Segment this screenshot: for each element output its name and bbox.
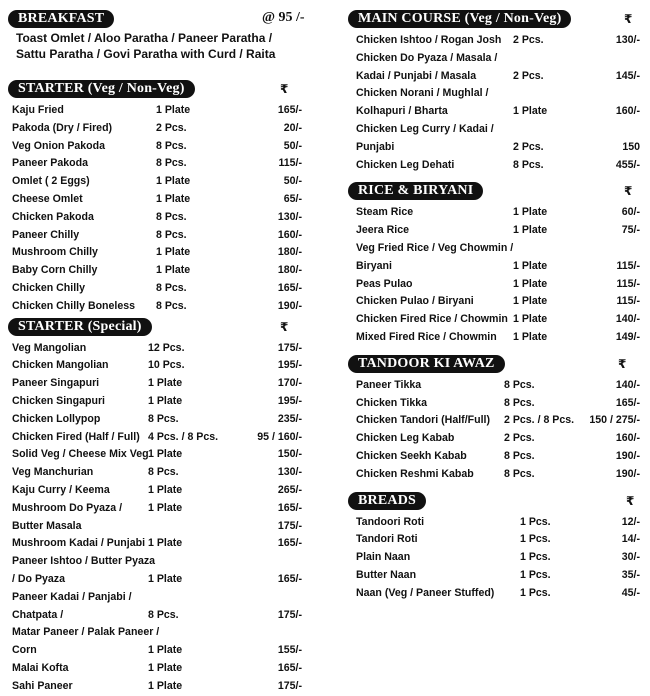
menu-item-qty: 1 Pcs. (520, 568, 551, 581)
menu-item-name: Butter Naan (356, 568, 417, 581)
menu-item-qty: 2 Pcs. (156, 121, 187, 134)
menu-item-row (348, 293, 646, 311)
menu-item-row (8, 553, 308, 571)
starter-title: STARTER (Veg / Non-Veg) (8, 80, 195, 98)
menu-item-price: 190/- (615, 449, 640, 462)
menu-item-row (348, 276, 646, 294)
breads-title: BREADS (348, 492, 426, 510)
menu-item-name: Kaju Fried (12, 104, 64, 116)
menu-item-name: Tandori Roti (356, 533, 418, 546)
tandoor-title: TANDOOR KI AWAZ (348, 355, 505, 373)
rupee-icon: ₹ (618, 356, 627, 371)
menu-item-row (348, 258, 646, 276)
menu-item-name: Butter Masala (12, 519, 82, 532)
menu-item-price: 150 / 275/- (589, 414, 640, 427)
menu-item-row (8, 642, 308, 660)
menu-item-qty: 1 Pcs. (520, 586, 551, 599)
menu-item-name: Chicken Pakoda (12, 210, 94, 223)
menu-item-price: 145/- (615, 69, 640, 82)
rice-title: RICE & BIRYANI (348, 182, 483, 200)
menu-item-price: 12/- (621, 515, 640, 528)
menu-item-price: 175/- (277, 608, 302, 621)
menu-item-row (8, 678, 308, 696)
menu-item-qty: 8 Pcs. (156, 281, 187, 294)
menu-item-row (8, 518, 308, 536)
rupee-icon: ₹ (626, 493, 635, 508)
menu-item-qty: 8 Pcs. (148, 412, 179, 425)
menu-item-row (8, 375, 308, 393)
menu-item-price: 130/- (277, 210, 302, 223)
menu-item-row (348, 311, 646, 329)
rice-list (348, 204, 646, 346)
right-column (348, 0, 646, 603)
menu-item-qty: 1 Plate (513, 206, 548, 219)
menu-item-name: Paneer Kadai / Panjabi / (12, 590, 132, 603)
menu-item-name: Chicken Chilly Boneless (12, 299, 136, 312)
left-column (8, 0, 308, 696)
menu-item-price: 170/- (277, 377, 302, 390)
breakfast-line-2: Sattu Paratha / Govi Paratha with Curd / Raita (16, 47, 276, 61)
menu-item-price: 115/- (278, 157, 302, 170)
menu-item-qty: 1 Plate (513, 313, 548, 326)
menu-item-qty: 2 Pcs. (513, 69, 544, 82)
menu-item-qty: 2 Pcs. (513, 140, 544, 153)
menu-item-row (348, 222, 646, 240)
menu-item-qty: 8 Pcs. (156, 228, 187, 241)
menu-item-name: Chicken Do Pyaza / Masala / (356, 51, 498, 64)
menu-item-row (8, 244, 308, 262)
menu-item-price: 455/- (615, 158, 640, 171)
menu-item-name: Chicken Pulao / Biryani (356, 295, 474, 308)
breads-list (348, 514, 646, 603)
starter-section (8, 80, 308, 316)
menu-item-row (348, 430, 646, 448)
menu-item-name: Pakoda (Dry / Fired) (12, 121, 113, 134)
menu-item-qty: 1 Plate (513, 295, 548, 308)
menu-item-price: 190/- (277, 299, 302, 312)
menu-item-price: 195/- (277, 359, 302, 372)
menu-item-qty: 8 Pcs. (504, 449, 535, 462)
menu-item-row (8, 429, 308, 447)
menu-item-row (348, 204, 646, 222)
menu-item-row (348, 139, 646, 157)
menu-item-row (348, 103, 646, 121)
menu-item-price: 165/- (277, 501, 302, 514)
menu-item-qty: 1 Plate (148, 679, 183, 692)
menu-item-row (8, 102, 308, 120)
menu-item-price: 150 (622, 140, 640, 153)
menu-item-name: Malai Kofta (12, 661, 69, 674)
menu-item-row (8, 262, 308, 280)
menu-item-qty: 8 Pcs. (156, 299, 187, 312)
rupee-icon: ₹ (280, 319, 289, 334)
menu-item-price: 60/- (621, 206, 640, 219)
menu-item-price: 180/- (277, 264, 302, 277)
menu-item-name: Veg Onion Pakoda (12, 139, 106, 152)
menu-item-row (348, 395, 646, 413)
menu-item-row (348, 585, 646, 603)
menu-item-name: Chicken Lollypop (12, 412, 101, 425)
menu-item-name: Solid Veg / Cheese Mix Veg (12, 448, 149, 461)
menu-item-qty: 8 Pcs. (156, 139, 187, 152)
menu-item-row (348, 50, 646, 68)
menu-item-price: 95 / 160/- (257, 430, 302, 443)
menu-item-qty: 1 Plate (148, 661, 183, 674)
menu-item-price: 65/- (283, 192, 302, 205)
menu-item-price: 190/- (615, 467, 640, 480)
menu-item-row (8, 227, 308, 245)
menu-item-price: 175/- (277, 519, 302, 532)
menu-item-price: 165/- (277, 537, 302, 550)
menu-item-row (348, 514, 646, 532)
menu-item-price: 140/- (615, 378, 640, 391)
menu-item-name: Matar Paneer / Palak Paneer / (12, 626, 160, 639)
menu-item-name: Paneer Pakoda (12, 157, 88, 170)
menu-item-qty: 1 Plate (148, 572, 183, 585)
menu-item-qty: 1 Plate (148, 501, 183, 514)
menu-item-name: Chatpata / (12, 608, 64, 621)
menu-item-qty: 1 Plate (156, 246, 191, 259)
menu-item-name: Chicken Tikka (356, 396, 428, 409)
menu-item-name: Veg Fried Rice / Veg Chowmin / (356, 241, 514, 254)
menu-item-qty: 8 Pcs. (504, 378, 535, 391)
menu-item-price: 160/- (615, 432, 640, 445)
menu-item-row (8, 209, 308, 227)
menu-item-price: 35/- (621, 568, 640, 581)
menu-item-name: Corn (12, 644, 37, 657)
menu-item-price: 115/- (616, 277, 640, 290)
menu-item-qty: 1 Pcs. (520, 551, 551, 564)
breakfast-section (8, 0, 308, 66)
menu-item-row (8, 138, 308, 156)
menu-item-name: Chicken Singapuri (12, 394, 106, 407)
menu-item-name: Paneer Chilly (12, 228, 80, 241)
menu-item-qty: 1 Plate (513, 277, 548, 290)
menu-item-row (8, 191, 308, 209)
menu-item-row (8, 660, 308, 678)
menu-item-row (8, 411, 308, 429)
menu-item-name: Plain Naan (356, 551, 411, 564)
menu-item-name: Steam Rice (356, 206, 414, 219)
menu-item-name: Paneer Tikka (356, 378, 422, 391)
menu-item-row (8, 500, 308, 518)
starter-special-list (8, 340, 308, 696)
menu-item-name: Kaju Curry / Keema (12, 483, 110, 496)
menu-item-name: Sahi Paneer (12, 679, 73, 692)
menu-item-row (8, 535, 308, 553)
menu-item-name: Paneer Ishtoo / Butter Pyaza (12, 555, 156, 568)
menu-item-row (8, 298, 308, 316)
menu-item-qty: 1 Plate (148, 377, 183, 390)
menu-item-name: Mushroom Chilly (12, 246, 98, 259)
menu-item-row (8, 571, 308, 589)
menu-item-qty: 1 Plate (148, 644, 183, 657)
menu-item-price: 130/- (277, 466, 302, 479)
menu-item-row (348, 567, 646, 585)
menu-item-qty: 4 Pcs. / 8 Pcs. (148, 430, 219, 443)
menu-item-name: Mixed Fired Rice / Chowmin (356, 330, 497, 343)
tandoor-section (348, 355, 646, 484)
menu-item-qty: 2 Pcs. / 8 Pcs. (504, 414, 575, 427)
menu-item-qty: 8 Pcs. (156, 210, 187, 223)
menu-item-row (348, 240, 646, 258)
menu-item-name: Veg Mangolian (12, 341, 87, 354)
rice-section (348, 182, 646, 346)
main-course-section (348, 0, 646, 174)
menu-item-qty: 8 Pcs. (504, 396, 535, 409)
menu-item-price: 150/- (277, 448, 302, 461)
menu-item-price: 75/- (621, 224, 640, 237)
menu-item-price: 165/- (277, 661, 302, 674)
menu-item-row (8, 393, 308, 411)
menu-item-price: 165/- (277, 104, 302, 116)
menu-item-price: 235/- (277, 412, 302, 425)
menu-item-row (348, 412, 646, 430)
menu-item-qty: 1 Plate (148, 448, 183, 461)
menu-item-qty: 1 Pcs. (520, 533, 551, 546)
main-course-list (348, 32, 646, 174)
menu-item-qty: 1 Plate (148, 537, 183, 550)
main-course-title: MAIN COURSE (Veg / Non-Veg) (348, 10, 571, 28)
menu-item-price: 175/- (277, 679, 302, 692)
menu-item-qty: 1 Plate (156, 104, 191, 116)
menu-item-qty: 1 Plate (513, 224, 548, 237)
menu-item-row (8, 357, 308, 375)
menu-item-name: Kadai / Punjabi / Masala (356, 69, 477, 82)
menu-item-qty: 1 Plate (513, 330, 548, 343)
menu-item-name: Chicken Norani / Mughlal / (356, 87, 489, 100)
menu-item-name: Chicken Mangolian (12, 359, 109, 372)
menu-item-row (348, 448, 646, 466)
menu-item-name: Jeera Rice (356, 224, 410, 237)
breakfast-price: @ 95 /- (262, 10, 305, 25)
menu-item-row (348, 531, 646, 549)
menu-item-row (8, 280, 308, 298)
menu-item-name: Tandoori Roti (356, 515, 425, 528)
menu-item-row (8, 464, 308, 482)
menu-item-name: Punjabi (356, 140, 395, 153)
menu-item-row (8, 120, 308, 138)
menu-item-price: 50/- (283, 139, 302, 152)
menu-item-name: Chicken Tandori (Half/Full) (356, 414, 490, 427)
menu-item-price: 180/- (277, 246, 302, 259)
menu-item-row (8, 173, 308, 191)
menu-item-qty: 1 Plate (513, 259, 548, 272)
menu-item-name: Chicken Reshmi Kabab (356, 467, 474, 480)
starter-list (8, 102, 308, 316)
menu-item-qty: 1 Plate (148, 483, 183, 496)
menu-item-name: Chicken Leg Kabab (356, 432, 455, 445)
starter-special-title: STARTER (Special) (8, 318, 152, 336)
menu-item-name: Chicken Ishtoo / Rogan Josh (356, 34, 502, 46)
menu-item-qty: 12 Pcs. (148, 341, 185, 354)
menu-item-qty: 1 Plate (156, 264, 191, 277)
menu-item-price: 115/- (616, 259, 640, 272)
menu-item-name: Biryani (356, 259, 392, 272)
menu-item-name: Naan (Veg / Paneer Stuffed) (356, 586, 495, 599)
menu-item-price: 265/- (277, 483, 302, 496)
menu-item-name: Peas Pulao (356, 277, 413, 290)
menu-item-qty: 8 Pcs. (148, 466, 179, 479)
menu-item-row (348, 85, 646, 103)
menu-item-qty: 1 Plate (156, 192, 191, 205)
menu-item-row (348, 377, 646, 395)
menu-item-row (348, 549, 646, 567)
menu-item-row (348, 157, 646, 175)
breakfast-line-1: Toast Omlet / Aloo Paratha / Paneer Paratha / (16, 31, 273, 45)
tandoor-list (348, 377, 646, 484)
menu-item-price: 155/- (277, 644, 302, 657)
menu-item-row (8, 446, 308, 464)
menu-item-name: Chicken Leg Curry / Kadai / (356, 122, 494, 135)
menu-item-name: Mushroom Kadai / Punjabi (12, 537, 146, 550)
menu-item-qty: 1 Plate (156, 175, 191, 188)
menu-item-qty: 2 Pcs. (513, 34, 544, 46)
menu-item-row (8, 155, 308, 173)
menu-item-name: Chicken Fired (Half / Full) (12, 430, 140, 443)
starter-special-section (8, 318, 308, 696)
menu-item-name: Cheese Omlet (12, 192, 83, 205)
menu-item-price: 50/- (283, 175, 302, 188)
menu-item-price: 160/- (277, 228, 302, 241)
menu-item-name: Paneer Singapuri (12, 377, 100, 390)
menu-item-qty: 1 Plate (513, 105, 548, 118)
menu-item-qty: 1 Pcs. (520, 515, 551, 528)
menu-item-qty: 10 Pcs. (148, 359, 185, 372)
rupee-icon: ₹ (624, 12, 633, 26)
menu-item-price: 165/- (277, 281, 302, 294)
menu-item-price: 20/- (283, 121, 302, 134)
menu-item-price: 45/- (621, 586, 640, 599)
menu-item-name: Chicken Fired Rice / Chowmin (356, 313, 508, 326)
menu-item-price: 115/- (616, 295, 640, 308)
menu-item-row (348, 68, 646, 86)
breakfast-title: BREAKFAST (8, 10, 114, 28)
menu-item-qty: 8 Pcs. (513, 158, 544, 171)
menu-item-price: 149/- (615, 330, 640, 343)
menu-item-name: Veg Manchurian (12, 466, 94, 479)
menu-item-qty: 8 Pcs. (148, 608, 179, 621)
menu-item-row (8, 607, 308, 625)
menu-item-row (8, 589, 308, 607)
menu-item-row (348, 121, 646, 139)
menu-item-qty: 8 Pcs. (156, 157, 187, 170)
menu-item-name: Baby Corn Chilly (12, 264, 98, 277)
menu-item-name: Chicken Leg Dehati (356, 158, 455, 171)
menu-item-row (8, 340, 308, 358)
menu-item-name: Chicken Seekh Kabab (356, 449, 467, 462)
menu-item-row (8, 482, 308, 500)
menu-item-qty: 2 Pcs. (504, 432, 535, 445)
breads-section (348, 492, 646, 603)
menu-item-name: Chicken Chilly (12, 281, 85, 294)
menu-item-price: 165/- (277, 572, 302, 585)
menu-item-price: 14/- (621, 533, 640, 546)
menu-item-price: 30/- (621, 551, 640, 564)
rupee-icon: ₹ (280, 82, 289, 96)
menu-item-qty: 1 Plate (148, 394, 183, 407)
menu-item-price: 160/- (615, 105, 640, 118)
menu-item-price: 130/- (615, 34, 640, 46)
menu-item-name: Kolhapuri / Bharta (356, 105, 448, 118)
menu-item-price: 175/- (277, 341, 302, 354)
menu-item-row (348, 329, 646, 347)
menu-item-row (8, 624, 308, 642)
menu-item-name: / Do Pyaza (12, 572, 65, 585)
menu-item-qty: 8 Pcs. (504, 467, 535, 480)
rupee-icon: ₹ (624, 184, 633, 199)
menu-item-row (348, 466, 646, 484)
menu-item-name: Mushroom Do Pyaza / (12, 501, 123, 514)
menu-item-name: Omlet ( 2 Eggs) (12, 175, 90, 188)
menu-item-row (348, 32, 646, 50)
menu-item-price: 140/- (615, 313, 640, 326)
menu-item-price: 165/- (615, 396, 640, 409)
menu-item-price: 195/- (277, 394, 302, 407)
